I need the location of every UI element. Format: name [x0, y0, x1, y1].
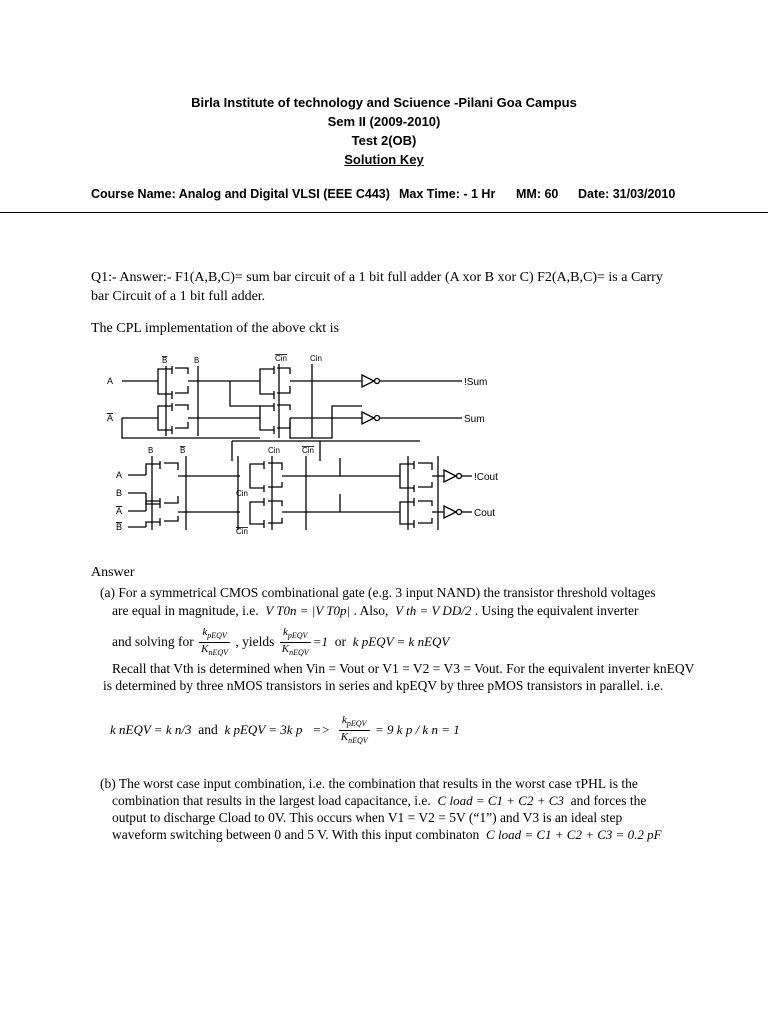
part-a-equation-row: k nEQV = k n/3 and k pEQV = 3k p => $\frac{k_{pEQV}}{K_{nEQV}}$ = 9 k p / k n = 1	[110, 714, 460, 746]
part-b-line1: (b) The worst case input combination, i.e. the combination that results in the worst case τPHL is the	[100, 776, 638, 791]
eq-threshold: V T0n = |V T0p|	[265, 603, 351, 618]
part-b-line2: combination that results in the largest load capacitance, i.e. C load = C1 + C2 + C3 and forces the	[112, 793, 647, 808]
top-gate-b: B	[194, 356, 200, 365]
top-gate-bbar: B	[162, 356, 168, 365]
part-a-line2: are equal in magnitude, i.e. V T0n = |V T0p| . Also, V th = V DD/2 . Using the equivalent inverter	[112, 603, 639, 618]
output-not-cout: !Cout	[474, 472, 498, 483]
cpl-circuit-diagram	[100, 346, 520, 538]
bottom-input-b: B	[116, 488, 123, 498]
output-sum: Sum	[464, 414, 485, 425]
eq-ratio-result: = 9 k p / k n = 1	[375, 721, 460, 737]
part-a-line1: (a) For a symmetrical CMOS combinational gate (e.g. 3 input NAND) the transistor threshold voltages	[100, 585, 656, 600]
bottom-gate-cin: Cin	[268, 446, 281, 455]
q1-answer-line1: Q1:- Answer:- F1(A,B,C)= sum bar circuit of a 1 bit full adder (A xor B xor C) F2(A,B,C)= is a Carry	[91, 270, 663, 285]
part-a-recall2: is determined by three nMOS transistors in series and kpEQV by three pMOS transistors in parallel. i.e.	[103, 678, 664, 693]
fraction-kp-kn-2: $\frac{k_{pEQV}}{K_{nEQV}}$	[281, 626, 309, 658]
course-name: Course Name: Analog and Digital VLSI (EEE C443)	[91, 187, 390, 201]
institute-title: Birla Institute of technology and Sciuence -Pilani Goa Campus	[191, 95, 577, 110]
top-input-a: A	[107, 376, 114, 386]
top-gate-cinbar: Cin	[275, 354, 288, 363]
test-date: Date: 31/03/2010	[578, 187, 676, 201]
carry-section	[116, 441, 498, 536]
top-input-abar: A	[107, 413, 114, 423]
test-title: Test 2(OB)	[351, 133, 417, 148]
bottom-input-bbar: B	[116, 522, 123, 532]
bottom-gate-cinbar: Cin	[302, 446, 315, 455]
eq-vth: V th = V DD/2	[395, 603, 472, 618]
eq-kn-eqv: k nEQV = k n/3	[110, 721, 192, 737]
sum-section	[107, 354, 487, 438]
bottom-input-a: A	[116, 470, 123, 480]
bottom-input-abar: A	[116, 506, 123, 516]
bottom-low-cinbar: Cin	[236, 527, 249, 536]
part-b-line3: output to discharge Cload to 0V. This occurs when V1 = V2 = 5V (“1”) and V3 is an ideal step	[112, 810, 623, 825]
part-a-recall1: Recall that Vth is determined when Vin = Vout or V1 = V2 = V3 = Vout. For the equivalent inverter knEQV	[112, 661, 695, 676]
max-time: Max Time: - 1 Hr	[399, 187, 496, 201]
part-a-line3: and solving for $\frac{k_{pEQV}}{K_{nEQV}}$ , yields $\frac{k_{pEQV}}{K_{nEQV}}$ =1 or k pEQV = k nEQV	[112, 626, 450, 658]
q1-answer-line2: bar Circuit of a 1 bit full adder.	[91, 289, 266, 304]
eq-cload: C load = C1 + C2 + C3	[437, 793, 564, 808]
bottom-gate-bbar: B	[180, 446, 186, 455]
top-gate-cin: Cin	[310, 354, 323, 363]
part-b-line4: waveform switching between 0 and 5 V. With this input combinaton C load = C1 + C2 + C3 = 0.2 pF	[112, 827, 662, 842]
max-marks: MM: 60	[516, 187, 559, 201]
bottom-gate-b: B	[148, 446, 154, 455]
output-not-sum: !Sum	[464, 377, 488, 388]
fraction-kp-kn: $\frac{k_{pEQV}}{K_{nEQV}}$	[201, 626, 229, 658]
header-divider	[0, 212, 768, 213]
eq-kp-equals-kn: k pEQV = k nEQV	[352, 633, 450, 649]
eq-cload-value: C load = C1 + C2 + C3 = 0.2 pF	[486, 827, 662, 842]
bottom-mid-cin: Cin	[236, 489, 249, 498]
answer-heading: Answer	[91, 565, 135, 580]
solution-key-title: Solution Key	[344, 152, 424, 167]
eq-kp-eqv: k pEQV = 3k p	[224, 721, 303, 737]
semester-title: Sem II (2009-2010)	[327, 114, 441, 129]
output-cout: Cout	[474, 508, 496, 519]
cpl-intro: The CPL implementation of the above ckt is	[91, 321, 339, 336]
fraction-ratio: $\frac{k_{pEQV}}{K_{nEQV}}$	[340, 714, 368, 746]
